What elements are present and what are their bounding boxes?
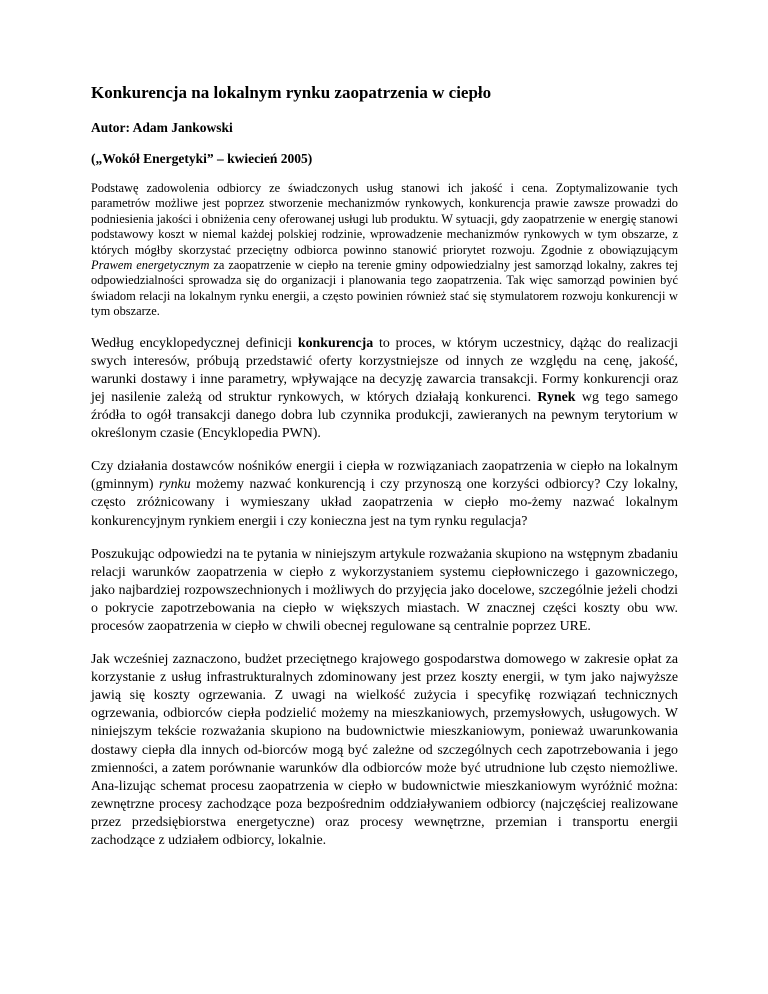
source-line: („Wokół Energetyki” – kwiecień 2005)	[91, 151, 313, 166]
paragraph-budget: Jak wcześniej zaznaczono, budżet przeciętnego krajowego gospodarstwa domowego w zakresie opłat za korzystanie z usług infrastrukturalnych zdominowany jest przez koszty energii, w tym jako najwyższe jawią się koszty ogrzewania. Z uwagi na wielkość zużycia i specyfikę rozwiązań technicznych ogrzewania, odbiorców ciepła podzielić możemy na mieszkaniowych, przemysłowych, usługowych. W niniejszym tekście rozważania skupiono na budownictwie mieszkaniowym, ponieważ uwarunkowania dostawy ciepła dla innych od-biorców mogą być zależne od szczególnych cech zapotrzebowania i jego zmienności, a zatem porównanie warunków dla odbiorców może być utrudnione lub często niemożliwe. Ana-lizując schemat procesu zaopatrzenia w ciepło w budownictwie mieszkaniowym wyróżnić można: zewnętrzne procesy zachodzące poza bezpośrednim oddziaływaniem odbiorcy (najczęściej realizowane przez przedsiębiorstwa energetyczne) oraz procesy wewnętrzne, przemian i transportu energii zachodzące z udziałem odbiorcy, lokalnie.	[91, 652, 678, 848]
term-rynek: Rynek	[537, 389, 576, 405]
paragraph-scope: Poszukując odpowiedzi na te pytania w niniejszym artykule rozważania skupiono na wstępnym zbadaniu relacji warunków zaopatrzenia w ciepło z wykorzystaniem systemu ciepłowniczego i gazowniczego, jako najbardziej rozpowszechnionych i możliwych do przyjęcia jako docelowe, szczególnie jeżeli chodzi o pokrycie zapotrzebowania na ciepło w większych miastach. W znacznej części koszty obu ww. procesów zaopatrzenia w ciepło w chwili obecnej regulowane są centralnie poprzez URE.	[91, 546, 678, 634]
p1-text-1: Według encyklopedycznej definicji	[91, 335, 298, 351]
term-rynku: rynku	[159, 477, 191, 493]
abstract-text-1: Podstawę zadowolenia odbiorcy ze świadczonych usług stanowi ich jakość i cena. Zoptymalizowanie tych parametrów możliwe jest poprzez stworzenie mechanizmów rynkowych, konkurencja prawie zawsze prowadzi do podniesienia jakości i obniżenia ceny oferowanej usługi lub produktu. W sytuacji, gdy zaopatrzenie w energię stanowi podstawowy koszt w niemal każdej polskiej rodzinie, wprowadzenie mechanizmów rynkowych w tym obszarze, z których mógłby skorzystać przeciętny odbiorca powinno stanowić priorytet rozwoju. Zgodnie z obowiązującym	[91, 181, 678, 257]
energy-law-term: Prawem energetycznym	[91, 258, 210, 273]
abstract-text-2: za zaopatrzenie w ciepło na terenie gminy odpowiedzialny jest samorząd lokalny, zakres tej odpowiedzialności sprowadza się do organizacji i planowania tego zaopatrzenia. Tak więc samorząd powinien być świadom relacji na lokalnym rynku energii, a często powinien również stać się stymulatorem rozwoju konkurencji w tym obszarze.	[91, 258, 678, 319]
term-konkurencja: konkurencja	[297, 335, 374, 351]
p1-text-2: to proces, w którym uczestnicy, dążąc do realizacji swych interesów, próbują przedstawić oferty korzystniejsze od innych ze względu na cenę, jakość, warunki dostawy i inne parametry, wpływające na decyzję zawarcia transakcji. Formy konkurencji oraz jej nasilenie zależą od struktur rynkowych, w których działają konkurenci.	[91, 335, 679, 405]
abstract-paragraph	[91, 181, 678, 320]
paragraph-definition	[91, 335, 678, 444]
paragraph-questions	[91, 458, 678, 530]
document-page	[91, 82, 678, 865]
author-line: Autor: Adam Jankowski	[91, 120, 233, 135]
article-title: Konkurencja na lokalnym rynku zaopatrzenia w ciepło	[91, 83, 492, 102]
p2-text-1: Czy działania dostawców nośników energii i ciepła w rozwiązaniach zaopatrzenia w ciepło na lokalnym (gminnym)	[91, 459, 678, 493]
p2-text-2: możemy nazwać konkurencją i czy przynoszą one korzyści odbiorcy? Czy lokalny, często zróżnicowany i wymieszany układ zaopatrzenia w ciepło mo-żemy nazwać lokalnym konkurencyjnym rynkiem energii i czy konieczna jest na tym rynku regulacja?	[91, 477, 679, 529]
p1-text-3: wg tego samego źródła to ogół transakcji danego dobra lub czynnika produkcji, zawieranych na pewnym terytorium w określonym czasie (Encyklopedia PWN).	[91, 389, 678, 442]
